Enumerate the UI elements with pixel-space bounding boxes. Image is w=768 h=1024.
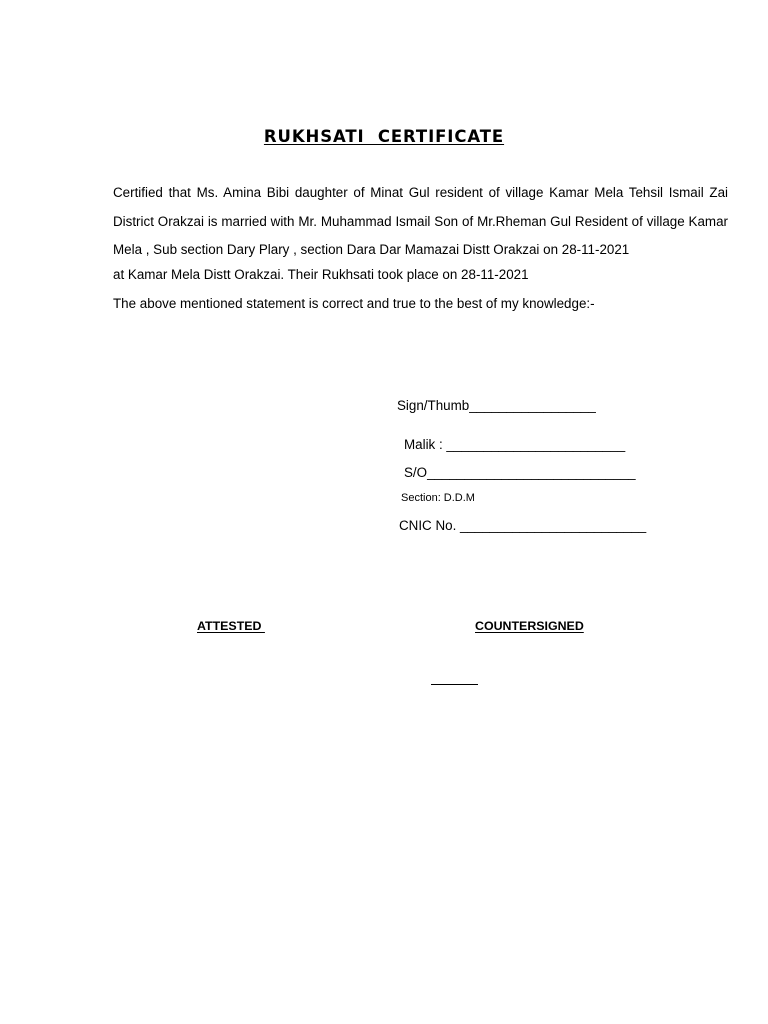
son-of-field: S/O____________________________ [404, 465, 636, 480]
attested-label: ATTESTED [197, 619, 265, 633]
certificate-body-paragraph: Certified that Ms. Amina Bibi daughter of Minat Gul resident of village Kamar Mela Tehsil Ismail Zai District Orakzai is married with Mr. Muhammad Ismail Son of Mr.Rheman Gul Resident of village Kamar Mela , Sub section Dary Plary , section Dara Dar Mamazai Distt Orakzai on 28-11-2021 [113, 185, 728, 258]
countersign-signature-line [431, 684, 478, 685]
sign-thumb-field: Sign/Thumb_________________ [397, 398, 596, 413]
rukhsati-date-line: at Kamar Mela Distt Orakzai. Their Rukhsati took place on 28-11-2021 [113, 267, 529, 282]
cnic-field: CNIC No. _________________________ [399, 518, 647, 533]
countersigned-label: COUNTERSIGNED [475, 619, 584, 633]
malik-field: Malik : ________________________ [404, 437, 626, 452]
statement-line: The above mentioned statement is correct and true to the best of my knowledge:- [113, 296, 595, 311]
section-field: Section: D.D.M [401, 492, 475, 504]
certificate-title: RUKHSATI CERTIFICATE [263, 127, 505, 146]
